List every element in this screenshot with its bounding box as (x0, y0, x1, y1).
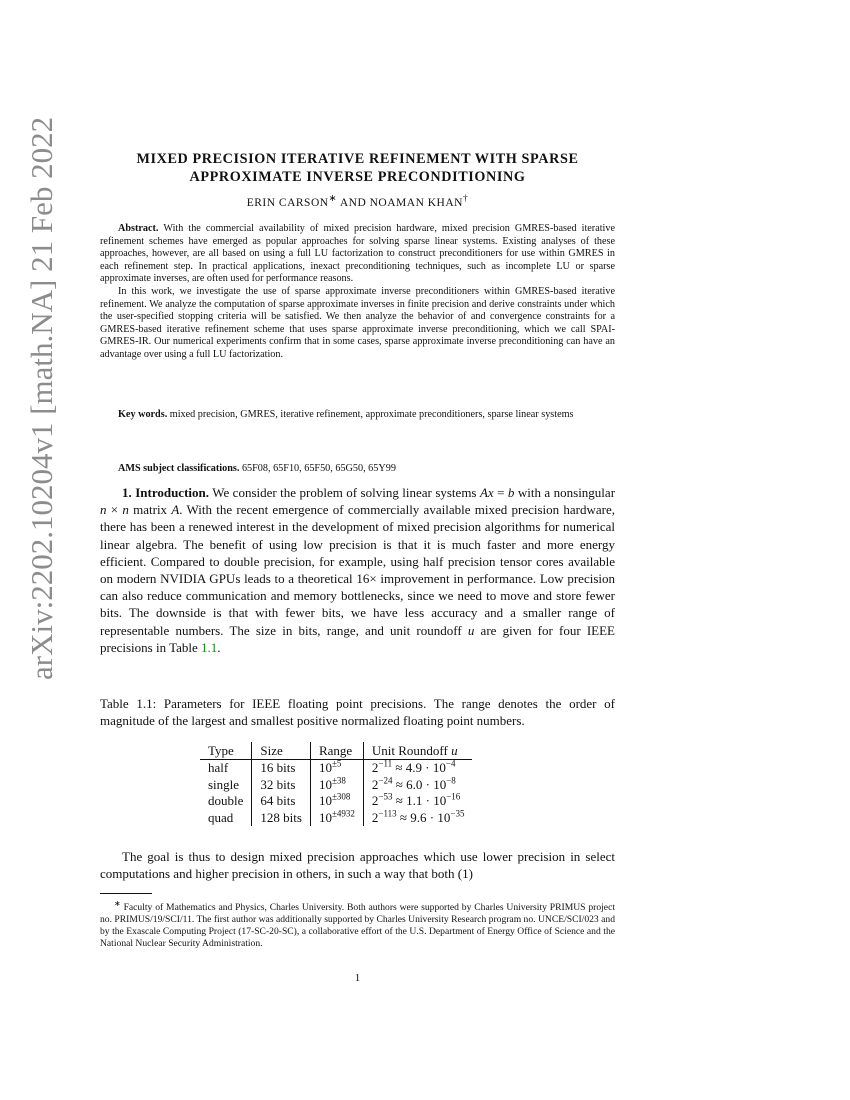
roundoff-value: 1.1 (406, 793, 423, 809)
intro-text-6: . (217, 639, 221, 655)
intro-text-4: . With the recent emergence of commercially available mixed precision hardware, there has been a renewed interest in the development of mixed precision algorithms for numerical linear algebra. The benefit of using low precision is that it is much faster and more energy efficient. Compared to double precision, for example, using half precision tensor cores available on modern NVIDIA GPUs leads to a theoretical 16× improvement in performance. Low precision can also reduce communication and memory bottlenecks, since we need to move and store fewer bits. The downside is that with fewer bits, we have less accuracy and a smaller range of representable numbers. The size in bits, range, and unit roundoff (100, 502, 616, 638)
intro-text-1: We consider the problem of solving linear systems (212, 485, 477, 500)
table-header-row (200, 742, 472, 760)
abstract-text-1: With the commercial availability of mixed precision hardware, mixed precision GMRES-based iterative refinement schemes have emerged as popular approaches for solving sparse linear systems. Existing analyses of these approaches, however, are all based on using a full LU factorization to construct preconditioners for use within GMRES in each refinement step. In practical applications, inexact preconditioning techniques, such as incomplete LU or sparse approximate inverses, are often used for performance reasons. (100, 223, 615, 285)
cell-unit-roundoff: $2^{-11} \approx 4.9 \cdot 10^{-4}$ (363, 760, 472, 777)
equation-ax-b: Ax (479, 485, 494, 500)
roundoff-exponent: −24 (378, 775, 393, 786)
range-exponent: ±308 (331, 791, 351, 802)
dim-n2: n (122, 502, 129, 518)
matrix-a: A (171, 502, 180, 518)
footnote-mark: ∗ (114, 899, 121, 908)
table-body (200, 760, 472, 827)
roundoff-power: −35 (450, 808, 465, 819)
roundoff-power: −16 (446, 791, 461, 802)
footnote-rule (100, 893, 152, 894)
roundoff-value: 4.9 (405, 760, 423, 776)
cell-unit-roundoff: $2^{-24} \approx 6.0 \cdot 10^{-8}$ (363, 777, 472, 794)
author-separator: AND (337, 196, 370, 209)
dim-n: n (100, 502, 107, 518)
table-row (200, 793, 472, 810)
continuation-paragraph: The goal is thus to design mixed precision approaches which use lower precision in select computations and higher precision in others, in such a way that both (1) (100, 849, 615, 882)
table-row (200, 777, 472, 794)
cell-unit-roundoff: $2^{-113} \approx 9.6 \cdot 10^{-35}$ (363, 810, 472, 827)
keywords-text: mixed precision, GMRES, iterative refinement, approximate preconditioners, sparse linear systems (169, 409, 574, 420)
cell-size: 128 bits (252, 810, 311, 827)
range-exponent: ±38 (331, 775, 346, 786)
cell-size: 64 bits (252, 793, 311, 810)
cell-size: 32 bits (252, 777, 311, 794)
cell-range: $10^{\pm 4932}$ (310, 810, 363, 827)
roundoff-power: −8 (446, 775, 456, 786)
keywords (100, 409, 615, 422)
roundoff-value: 9.6 (410, 809, 427, 825)
ams-text: 65F08, 65F10, 65F50, 65G50, 65Y99 (241, 463, 396, 475)
header-size: Size (252, 742, 311, 760)
intro-text-3: matrix (133, 502, 168, 518)
footnote (100, 898, 615, 950)
roundoff-exponent: −113 (378, 808, 397, 819)
precision-table (200, 742, 472, 826)
cell-size: 16 bits (252, 760, 311, 777)
cell-unit-roundoff: $2^{-53} \approx 1.1 \cdot 10^{-16}$ (363, 793, 472, 810)
abstract-paragraph-2: In this work, we investigate the use of sparse approximate inverse preconditioners within GMRES-based iterative refinement. We analyze the computation of sparse approximate inverses in finite precision and derive constraints under which the user-specified stopping criteria will be satisfied. We then analyze the behavior of and convergence constraints for a GMRES-based iterative refinement scheme that uses sparse approximate inverse preconditioning, which we call SPAI-GMRES-IR. Our numerical experiments confirm that in some cases, sparse approximate inverse preconditioning can have an advantage over using a full LU factorization. (100, 285, 615, 360)
page-number: 1 (354, 972, 361, 984)
introduction-paragraph: 1. Introduction. We consider the problem of solving linear systems Ax = b with a nonsingular n × n matrix A. With the recent emergence of commercially available mixed precision hardware, there has been a renewed interest in the development of mixed precision algorithms for numerical linear algebra. The benefit of using low precision is that it is much faster and more energy efficient. Compared to double precision, for example, using half precision tensor cores available on modern NVIDIA GPUs leads to a theoretical 16× improvement in performance. Low precision can also reduce communication and memory bottlenecks, since we need to move and store fewer bits. The downside is that with fewer bits, we have less accuracy and a smaller range of representable numbers. The size in bits, range, and unit roundoff u are given for four IEEE precisions in Table 1.1. (100, 485, 616, 655)
table-row (200, 760, 472, 777)
symbol-u: u (467, 622, 475, 638)
author-2-mark: † (462, 193, 469, 204)
ams-classifications (100, 463, 615, 476)
cell-type: quad (208, 809, 234, 825)
roundoff-exponent: −11 (378, 758, 393, 769)
range-exponent: ±5 (331, 758, 342, 769)
author-2: NOAMAN KHAN (369, 196, 463, 209)
author-list (100, 193, 615, 209)
cell-type: double (208, 793, 244, 809)
roundoff-power: −4 (445, 758, 456, 769)
table-row (200, 810, 472, 827)
footnote-text: Faculty of Mathematics and Physics, Charles University. Both authors were supported by Charles University PRIMUS project no. PRIMUS/19/SCI/11. The first author was additionally supported by Charles University Research program no. UNCE/SCI/023 and by the Exascale Computing Project (17-SC-20-SC), a collaborative effort of the U.S. Department of Energy Office of Science and the National Nuclear Security Administration. (100, 902, 615, 950)
table-ref-link[interactable]: 1.1 (201, 639, 218, 655)
ams-label: AMS subject classifications. (118, 463, 240, 475)
keywords-label: Key words. (118, 409, 168, 420)
intro-text-5: are given for four IEEE precisions in Table (100, 622, 615, 655)
author-1: ERIN CARSON (246, 196, 329, 209)
paper-title (100, 150, 615, 186)
cell-type: half (208, 760, 229, 776)
abstract-paragraph-1 (100, 223, 615, 286)
arxiv-identifier: arXiv:2202.10204v1 [math.NA] 21 Feb 2022 (24, 116, 59, 680)
roundoff-exponent: −53 (378, 791, 393, 802)
author-1-mark: ∗ (328, 193, 338, 204)
cell-range: $10^{\pm 5}$ (310, 760, 363, 777)
roundoff-value: 6.0 (406, 776, 423, 792)
cell-type: single (208, 776, 240, 792)
title-line-1: MIXED PRECISION ITERATIVE REFINEMENT WITH SPARSE (136, 151, 579, 167)
header-unit-roundoff-label: Unit Roundoff (371, 742, 448, 758)
abstract-label: Abstract. (118, 223, 159, 234)
section-heading: 1. Introduction. (122, 485, 210, 500)
header-range: Range (310, 742, 363, 760)
range-exponent: ±4932 (331, 808, 355, 819)
cell-range: $10^{\pm 308}$ (310, 793, 363, 810)
table-caption: Table 1.1: Parameters for IEEE floating point precisions. The range denotes the order of magnitude of the largest and smallest positive normalized floating point numbers. (100, 696, 615, 729)
intro-text-2: with a nonsingular (517, 485, 616, 500)
title-line-2: APPROXIMATE INVERSE PRECONDITIONING (189, 169, 526, 185)
abstract (100, 223, 615, 362)
header-unit-roundoff (363, 742, 472, 760)
header-symbol-u: u (451, 742, 458, 758)
equation-b: b (507, 485, 515, 500)
header-type: Type (200, 742, 252, 760)
cell-range: $10^{\pm 38}$ (310, 777, 363, 794)
